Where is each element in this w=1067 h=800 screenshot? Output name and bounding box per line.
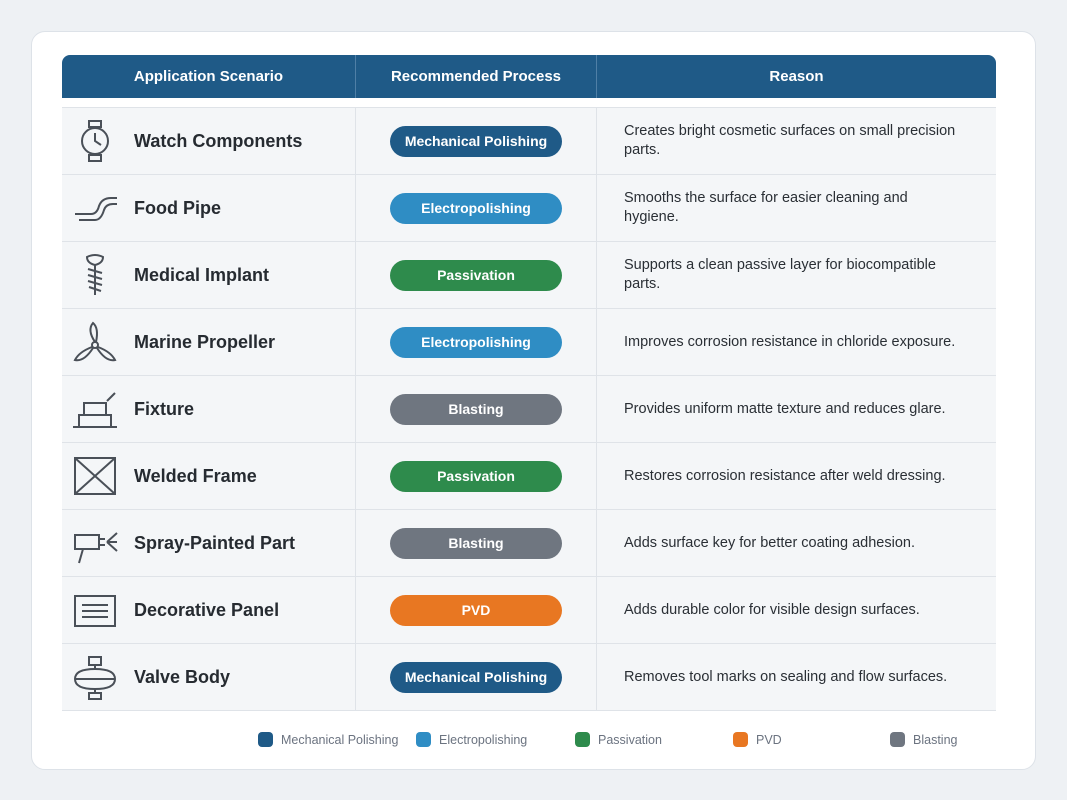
spray-gun-icon — [65, 519, 125, 567]
scenario-name: Welded Frame — [134, 465, 257, 486]
scenario-cell — [62, 443, 355, 509]
legend-item-mechanical-polishing — [258, 732, 398, 747]
process-cell — [355, 309, 596, 375]
scenario-cell — [62, 175, 355, 241]
legend-swatch — [733, 732, 748, 747]
scenario-name: Spray-Painted Part — [134, 532, 296, 553]
process-badge-blasting: Blasting — [390, 394, 562, 425]
table-row — [62, 242, 996, 309]
legend-item-blasting — [890, 732, 957, 747]
legend-item-electropolishing — [416, 732, 527, 747]
process-cell — [355, 510, 596, 576]
process-badge-mechanical-polishing: Mechanical Polishing — [390, 662, 562, 693]
table-row — [62, 376, 996, 443]
valve-icon — [65, 653, 125, 701]
legend-item-pvd — [733, 732, 782, 747]
reason-cell: Removes tool marks on sealing and flow surfaces. — [596, 644, 996, 710]
reason-cell: Improves corrosion resistance in chloride exposure. — [596, 309, 996, 375]
scenario-cell — [62, 242, 355, 308]
scenario-name: Fixture — [134, 398, 195, 419]
process-table — [62, 55, 996, 711]
table-body — [62, 107, 996, 711]
legend — [258, 732, 998, 750]
legend-swatch — [416, 732, 431, 747]
table-row — [62, 443, 996, 510]
process-cell — [355, 376, 596, 442]
scenario-name: Decorative Panel — [134, 599, 280, 620]
reason-cell: Supports a clean passive layer for biocompatible parts. — [596, 242, 996, 308]
legend-swatch — [258, 732, 273, 747]
table-row — [62, 309, 996, 376]
scenario-cell — [62, 309, 355, 375]
legend-label: Electropolishing — [439, 732, 528, 747]
header-process: Recommended Process — [355, 55, 596, 98]
scenario-name: Medical Implant — [134, 264, 270, 285]
process-cell — [355, 108, 596, 174]
process-cell — [355, 443, 596, 509]
process-badge-mechanical-polishing: Mechanical Polishing — [390, 126, 562, 157]
reason-cell: Adds surface key for better coating adhesion. — [596, 510, 996, 576]
reason-cell: Smooths the surface for easier cleaning and hygiene. — [596, 175, 996, 241]
scenario-cell — [62, 644, 355, 710]
process-badge-electropolishing: Electropolishing — [390, 193, 562, 224]
process-cell — [355, 577, 596, 643]
reason-cell: Creates bright cosmetic surfaces on small precision parts. — [596, 108, 996, 174]
scenario-cell — [62, 510, 355, 576]
legend-swatch — [575, 732, 590, 747]
legend-label: PVD — [756, 732, 782, 747]
propeller-icon — [65, 318, 125, 366]
legend-swatch — [890, 732, 905, 747]
table-row — [62, 644, 996, 711]
table-row — [62, 175, 996, 242]
process-cell — [355, 644, 596, 710]
scenario-name: Food Pipe — [134, 197, 221, 218]
process-badge-passivation: Passivation — [390, 461, 562, 492]
legend-item-passivation — [575, 732, 662, 747]
legend-label: Passivation — [598, 732, 662, 747]
pipe-icon — [65, 184, 125, 232]
reason-cell: Adds durable color for visible design surfaces. — [596, 577, 996, 643]
header-scenario: Application Scenario — [133, 68, 284, 85]
implant-screw-icon — [65, 251, 125, 299]
process-badge-blasting: Blasting — [390, 528, 562, 559]
legend-label: Mechanical Polishing — [281, 732, 399, 747]
header-reason: Reason — [596, 55, 996, 98]
scenario-name: Valve Body — [134, 666, 231, 687]
table-row — [62, 107, 996, 175]
table-row — [62, 510, 996, 577]
process-badge-passivation: Passivation — [390, 260, 562, 291]
scenario-name: Watch Components — [134, 130, 303, 151]
process-cell — [355, 242, 596, 308]
table-row — [62, 577, 996, 644]
process-cell — [355, 175, 596, 241]
fixture-icon — [65, 385, 125, 433]
welded-frame-icon — [65, 452, 125, 500]
legend-label: Blasting — [913, 732, 958, 747]
watch-icon — [65, 117, 125, 165]
reason-cell: Provides uniform matte texture and reduces glare. — [596, 376, 996, 442]
scenario-name: Marine Propeller — [134, 331, 276, 352]
reason-cell: Restores corrosion resistance after weld dressing. — [596, 443, 996, 509]
scenario-cell — [62, 577, 355, 643]
scenario-cell — [62, 376, 355, 442]
scenario-cell — [62, 108, 355, 174]
panel-icon — [65, 586, 125, 634]
process-badge-pvd: PVD — [390, 595, 562, 626]
process-badge-electropolishing: Electropolishing — [390, 327, 562, 358]
table-header — [62, 55, 996, 98]
